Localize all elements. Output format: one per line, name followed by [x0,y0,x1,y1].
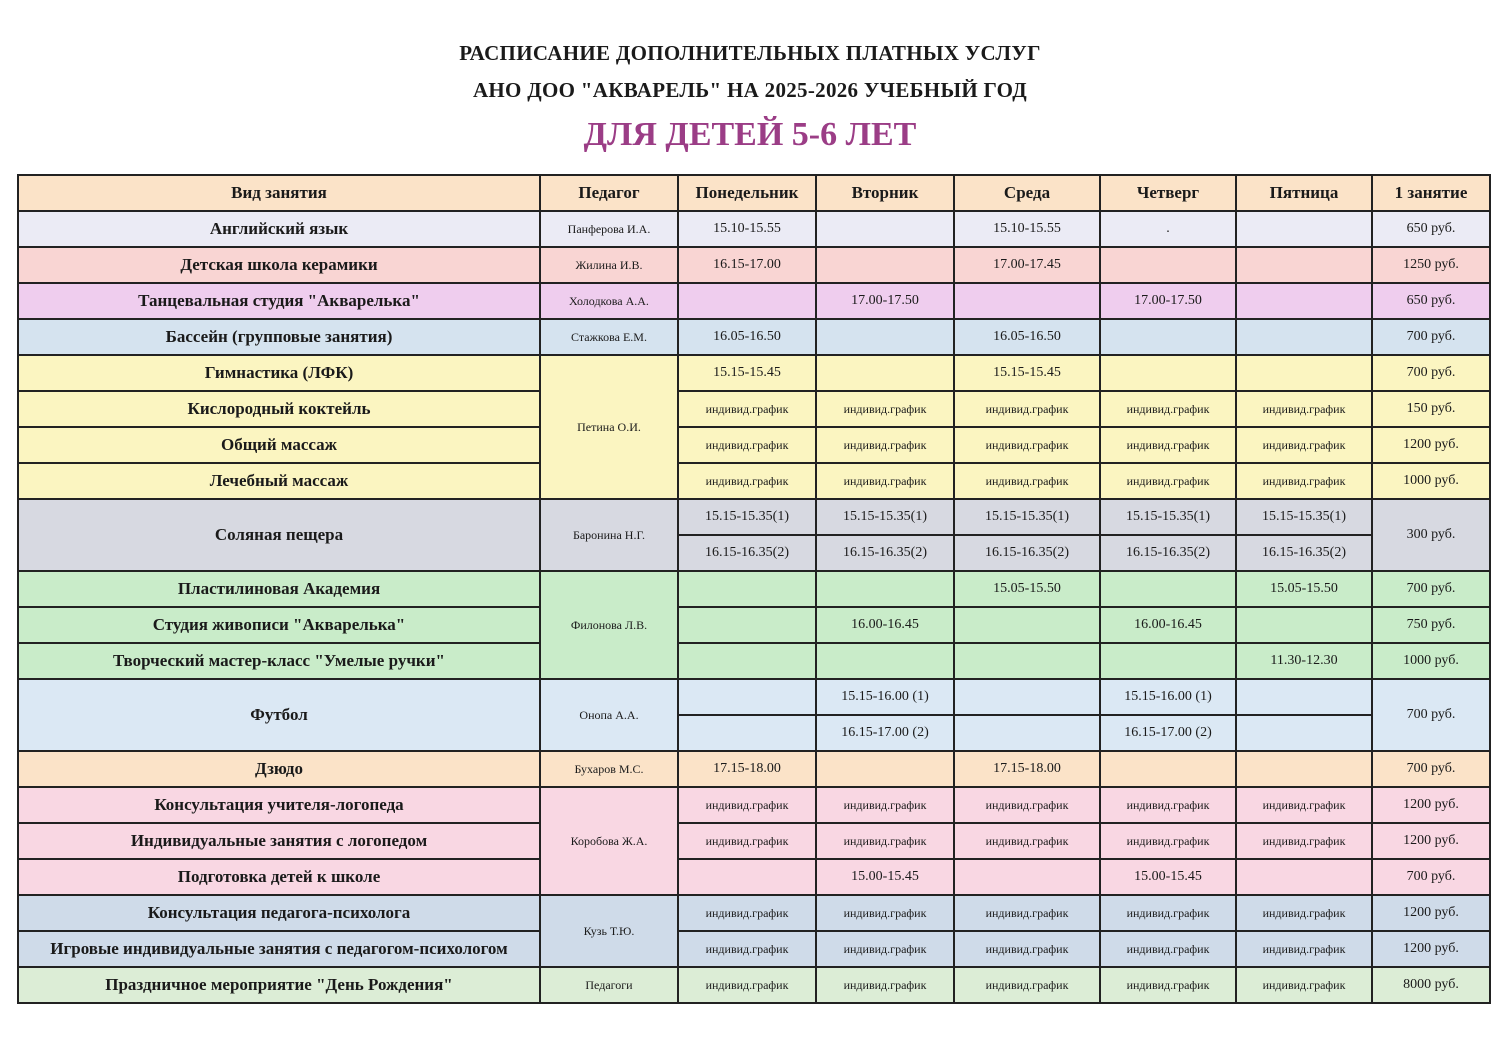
tuesday-cell: индивид.график [816,463,954,499]
table-row [18,607,1490,643]
activity-cell: Праздничное мероприятие "День Рождения" [18,967,540,1003]
table-row [18,967,1490,1003]
tuesday-cell: индивид.график [816,787,954,823]
tuesday-cell: 15.00-15.45 [816,859,954,895]
activity-cell: Общий массаж [18,427,540,463]
thursday-cell [1100,751,1236,787]
table-row [18,283,1490,319]
thursday-cell: индивид.график [1100,391,1236,427]
document-title: РАСПИСАНИЕ ДОПОЛНИТЕЛЬНЫХ ПЛАТНЫХ УСЛУГ [459,41,1041,65]
friday-cell [1236,211,1372,247]
wednesday-cell: 17.00-17.45 [954,247,1100,283]
activity-cell: Консультация учителя-логопеда [18,787,540,823]
friday-cell: 15.05-15.50 [1236,571,1372,607]
monday-cell: индивид.график [678,787,816,823]
table-row [18,355,1490,391]
table-row [18,211,1490,247]
table-row [18,787,1490,823]
friday-cell [1236,355,1372,391]
teacher-cell: Холодкова А.А. [540,283,678,319]
monday-cell [678,643,816,679]
friday-cell: индивид.график [1236,787,1372,823]
table-row [18,751,1490,787]
friday-cell [1236,607,1372,643]
friday-cell: индивид.график [1236,823,1372,859]
activity-cell: Футбол [18,679,540,751]
table-row [18,895,1490,931]
friday-cell [1236,751,1372,787]
thursday-cell [1100,571,1236,607]
column-header-thursday: Четверг [1100,175,1236,211]
price-cell: 1200 руб. [1372,427,1490,463]
price-cell: 750 руб. [1372,607,1490,643]
price-cell: 300 руб. [1372,499,1490,571]
thursday-cell [1100,247,1236,283]
table-row [18,823,1490,859]
tuesday-cell [816,211,954,247]
wednesday-cell [954,607,1100,643]
teacher-cell: Панферова И.А. [540,211,678,247]
table-row [18,859,1490,895]
monday-cell: 15.10-15.55 [678,211,816,247]
table-row [18,463,1490,499]
thursday-cell: 15.00-15.45 [1100,859,1236,895]
wednesday-cell: индивид.график [954,463,1100,499]
thursday-cell: индивид.график [1100,967,1236,1003]
tuesday-cell: 15.15-16.00 (1) [816,679,954,715]
tuesday-cell: индивид.график [816,427,954,463]
activity-cell: Подготовка детей к школе [18,859,540,895]
tuesday-cell: 16.15-17.00 (2) [816,715,954,751]
teacher-cell: Жилина И.В. [540,247,678,283]
wednesday-cell: 16.05-16.50 [954,319,1100,355]
column-header-price: 1 занятие [1372,175,1490,211]
activity-cell: Лечебный массаж [18,463,540,499]
tuesday-cell [816,355,954,391]
thursday-cell: 15.15-15.35(1) [1100,499,1236,535]
tuesday-cell: 16.00-16.45 [816,607,954,643]
tuesday-cell: индивид.график [816,931,954,967]
wednesday-cell: индивид.график [954,895,1100,931]
column-header-friday: Пятница [1236,175,1372,211]
table-row [18,643,1490,679]
monday-cell: 16.15-17.00 [678,247,816,283]
wednesday-cell: 15.15-15.45 [954,355,1100,391]
column-header-teacher: Педагог [540,175,678,211]
wednesday-cell [954,283,1100,319]
teacher-cell: Коробова Ж.А. [540,787,678,895]
thursday-cell: 15.15-16.00 (1) [1100,679,1236,715]
monday-cell: индивид.график [678,463,816,499]
friday-cell: индивид.график [1236,391,1372,427]
friday-cell: индивид.график [1236,427,1372,463]
monday-cell [678,607,816,643]
column-header-tuesday: Вторник [816,175,954,211]
teacher-cell: Педагоги [540,967,678,1003]
wednesday-cell: индивид.график [954,391,1100,427]
wednesday-cell [954,859,1100,895]
wednesday-cell: индивид.график [954,427,1100,463]
tuesday-cell: индивид.график [816,391,954,427]
table-row [18,499,1490,535]
wednesday-cell [954,679,1100,715]
friday-cell [1236,715,1372,751]
thursday-cell: индивид.график [1100,427,1236,463]
thursday-cell: индивид.график [1100,787,1236,823]
activity-cell: Индивидуальные занятия с логопедом [18,823,540,859]
price-cell: 1200 руб. [1372,787,1490,823]
table-row [18,319,1490,355]
thursday-cell [1100,355,1236,391]
price-cell: 8000 руб. [1372,967,1490,1003]
activity-cell: Танцевальная студия "Акварелька" [18,283,540,319]
price-cell: 1000 руб. [1372,463,1490,499]
teacher-cell: Петина О.И. [540,355,678,499]
thursday-cell [1100,643,1236,679]
activity-cell: Гимнастика (ЛФК) [18,355,540,391]
tuesday-cell: индивид.график [816,967,954,1003]
wednesday-cell: 17.15-18.00 [954,751,1100,787]
teacher-cell: Стажкова Е.М. [540,319,678,355]
column-header-monday: Понедельник [678,175,816,211]
friday-cell [1236,247,1372,283]
monday-cell: индивид.график [678,967,816,1003]
activity-cell: Консультация педагога-психолога [18,895,540,931]
wednesday-cell: 15.10-15.55 [954,211,1100,247]
activity-cell: Кислородный коктейль [18,391,540,427]
activity-cell: Игровые индивидуальные занятия с педагогом-психологом [18,931,540,967]
teacher-cell: Баронина Н.Г. [540,499,678,571]
thursday-cell: 16.15-17.00 (2) [1100,715,1236,751]
wednesday-cell: индивид.график [954,967,1100,1003]
price-cell: 700 руб. [1372,859,1490,895]
monday-cell: 16.15-16.35(2) [678,535,816,571]
friday-cell: индивид.график [1236,967,1372,1003]
table-row [18,247,1490,283]
monday-cell: 15.15-15.45 [678,355,816,391]
friday-cell: индивид.график [1236,931,1372,967]
friday-cell: индивид.график [1236,463,1372,499]
activity-cell: Студия живописи "Акварелька" [18,607,540,643]
wednesday-cell: 15.15-15.35(1) [954,499,1100,535]
tuesday-cell [816,751,954,787]
thursday-cell: индивид.график [1100,931,1236,967]
teacher-cell: Кузь Т.Ю. [540,895,678,967]
table-row [18,679,1490,715]
tuesday-cell [816,247,954,283]
activity-cell: Бассейн (групповые занятия) [18,319,540,355]
friday-cell: 11.30-12.30 [1236,643,1372,679]
wednesday-cell [954,715,1100,751]
price-cell: 700 руб. [1372,679,1490,751]
tuesday-cell [816,571,954,607]
tuesday-cell [816,643,954,679]
document-subtitle: АНО ДОО "АКВАРЕЛЬ" НА 2025-2026 УЧЕБНЫЙ ГОД [472,78,1028,102]
thursday-cell: индивид.график [1100,823,1236,859]
table-row [18,931,1490,967]
price-cell: 1250 руб. [1372,247,1490,283]
tuesday-cell: 16.15-16.35(2) [816,535,954,571]
price-cell: 1200 руб. [1372,823,1490,859]
thursday-cell [1100,319,1236,355]
price-cell: 700 руб. [1372,355,1490,391]
wednesday-cell: 16.15-16.35(2) [954,535,1100,571]
price-cell: 1200 руб. [1372,895,1490,931]
monday-cell: индивид.график [678,427,816,463]
thursday-cell: . [1100,211,1236,247]
table-row [18,571,1490,607]
friday-cell [1236,859,1372,895]
monday-cell: индивид.график [678,895,816,931]
wednesday-cell [954,643,1100,679]
activity-cell: Детская школа керамики [18,247,540,283]
tuesday-cell: индивид.график [816,895,954,931]
price-cell: 700 руб. [1372,319,1490,355]
wednesday-cell: 15.05-15.50 [954,571,1100,607]
teacher-cell: Филонова Л.В. [540,571,678,679]
teacher-cell: Онопа А.А. [540,679,678,751]
column-header-wednesday: Среда [954,175,1100,211]
column-header-activity: Вид занятия [18,175,540,211]
price-cell: 700 руб. [1372,571,1490,607]
activity-cell: Пластилиновая Академия [18,571,540,607]
monday-cell: 16.05-16.50 [678,319,816,355]
age-group-title: ДЛЯ ДЕТЕЙ 5-6 ЛЕТ [583,116,917,153]
tuesday-cell: 15.15-15.35(1) [816,499,954,535]
tuesday-cell [816,319,954,355]
tuesday-cell: индивид.график [816,823,954,859]
thursday-cell: индивид.график [1100,895,1236,931]
monday-cell [678,679,816,715]
price-cell: 650 руб. [1372,283,1490,319]
wednesday-cell: индивид.график [954,787,1100,823]
schedule-table [17,174,1491,1004]
price-cell: 1000 руб. [1372,643,1490,679]
friday-cell [1236,283,1372,319]
tuesday-cell: 17.00-17.50 [816,283,954,319]
table-header-row [18,175,1490,211]
monday-cell: индивид.график [678,823,816,859]
monday-cell [678,859,816,895]
price-cell: 150 руб. [1372,391,1490,427]
friday-cell: 16.15-16.35(2) [1236,535,1372,571]
monday-cell [678,571,816,607]
activity-cell: Соляная пещера [18,499,540,571]
monday-cell: 15.15-15.35(1) [678,499,816,535]
monday-cell: индивид.график [678,931,816,967]
friday-cell [1236,319,1372,355]
activity-cell: Английский язык [18,211,540,247]
table-row [18,427,1490,463]
monday-cell [678,283,816,319]
activity-cell: Дзюдо [18,751,540,787]
thursday-cell: 17.00-17.50 [1100,283,1236,319]
monday-cell [678,715,816,751]
wednesday-cell: индивид.график [954,823,1100,859]
table-row [18,391,1490,427]
price-cell: 700 руб. [1372,751,1490,787]
friday-cell [1236,679,1372,715]
thursday-cell: 16.15-16.35(2) [1100,535,1236,571]
price-cell: 1200 руб. [1372,931,1490,967]
monday-cell: 17.15-18.00 [678,751,816,787]
activity-cell: Творческий мастер-класс "Умелые ручки" [18,643,540,679]
wednesday-cell: индивид.график [954,931,1100,967]
friday-cell: 15.15-15.35(1) [1236,499,1372,535]
friday-cell: индивид.график [1236,895,1372,931]
teacher-cell: Бухаров М.С. [540,751,678,787]
monday-cell: индивид.график [678,391,816,427]
thursday-cell: индивид.график [1100,463,1236,499]
thursday-cell: 16.00-16.45 [1100,607,1236,643]
price-cell: 650 руб. [1372,211,1490,247]
